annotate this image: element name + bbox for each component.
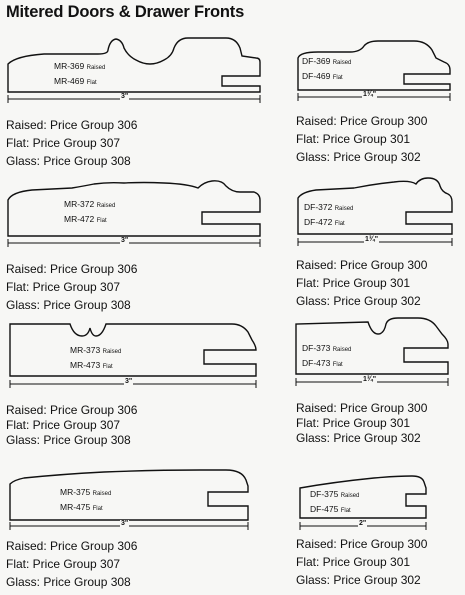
raised-label: Raised xyxy=(102,349,122,355)
raised-label: Raised xyxy=(332,347,352,353)
flat-label: Flat xyxy=(332,75,343,81)
price-list-df-369 xyxy=(296,114,427,165)
profile-mr-369 xyxy=(4,30,266,106)
glass-price: Glass: Price Group 302 xyxy=(296,150,421,164)
glass-price: Glass: Price Group 308 xyxy=(6,575,131,589)
model-raised: MR-373 xyxy=(70,345,101,355)
raised-price: Raised: Price Group 300 xyxy=(296,537,428,551)
flat-label: Flat xyxy=(340,508,351,514)
price-list-mr-375 xyxy=(6,539,137,590)
profile-mr-375 xyxy=(4,466,266,542)
profile-df-369 xyxy=(294,40,460,108)
price-list-df-373 xyxy=(296,401,427,446)
glass-price: Glass: Price Group 302 xyxy=(296,431,421,445)
profile-drawing xyxy=(4,318,266,398)
profile-drawing xyxy=(4,178,266,254)
raised-price: Raised: Price Group 300 xyxy=(296,258,428,272)
model-flat: DF-475 xyxy=(310,504,339,514)
model-raised: DF-369 xyxy=(302,56,331,66)
raised-price: Raised: Price Group 306 xyxy=(6,262,138,276)
model-flat: DF-469 xyxy=(302,71,331,81)
raised-label: Raised xyxy=(340,493,360,499)
glass-price: Glass: Price Group 308 xyxy=(6,433,131,447)
flat-label: Flat xyxy=(102,364,113,370)
glass-price: Glass: Price Group 302 xyxy=(296,294,421,308)
flat-price: Flat: Price Group 307 xyxy=(6,557,121,571)
raised-price: Raised: Price Group 306 xyxy=(6,118,138,132)
model-raised: DF-372 xyxy=(304,202,333,212)
price-list-mr-372 xyxy=(6,262,137,313)
width-dimension: 3" xyxy=(121,520,129,527)
width-dimension: 1¾" xyxy=(363,376,377,383)
model-flat: MR-475 xyxy=(60,502,91,512)
raised-label: Raised xyxy=(334,206,354,212)
price-list-mr-373 xyxy=(6,403,137,448)
model-flat: DF-472 xyxy=(304,217,333,227)
profile-df-375 xyxy=(294,474,460,538)
width-dimension: 1¾" xyxy=(363,91,377,98)
flat-label: Flat xyxy=(332,362,343,368)
profile-mr-372 xyxy=(4,178,266,254)
width-dimension: 3" xyxy=(121,237,129,244)
flat-label: Flat xyxy=(92,506,103,512)
price-list-df-375 xyxy=(296,537,427,588)
raised-label: Raised xyxy=(92,491,112,497)
price-list-mr-369 xyxy=(6,118,137,169)
raised-label: Raised xyxy=(86,65,106,71)
raised-price: Raised: Price Group 306 xyxy=(6,539,138,553)
flat-price: Flat: Price Group 301 xyxy=(296,132,411,146)
model-raised: MR-372 xyxy=(64,199,95,209)
model-flat: MR-472 xyxy=(64,214,95,224)
price-list-df-372 xyxy=(296,258,427,309)
profile-df-373 xyxy=(292,316,460,398)
width-dimension: 2" xyxy=(359,520,367,527)
flat-price: Flat: Price Group 301 xyxy=(296,555,411,569)
flat-price: Flat: Price Group 307 xyxy=(6,280,121,294)
raised-price: Raised: Price Group 300 xyxy=(296,114,428,128)
raised-label: Raised xyxy=(96,203,116,209)
profile-drawing xyxy=(4,466,266,542)
flat-price: Flat: Price Group 307 xyxy=(6,418,121,432)
model-flat: MR-469 xyxy=(54,76,85,86)
model-raised: DF-373 xyxy=(302,343,331,353)
profile-df-372 xyxy=(294,176,460,254)
page-title: Mitered Doors & Drawer Fronts xyxy=(6,3,245,21)
width-dimension: 3" xyxy=(121,93,129,100)
profile-mr-373 xyxy=(4,318,266,398)
model-flat: DF-473 xyxy=(302,358,331,368)
flat-price: Flat: Price Group 301 xyxy=(296,416,411,430)
raised-price: Raised: Price Group 300 xyxy=(296,401,428,415)
model-raised: DF-375 xyxy=(310,489,339,499)
width-dimension: 1¾" xyxy=(365,236,379,243)
raised-price: Raised: Price Group 306 xyxy=(6,403,138,417)
flat-label: Flat xyxy=(334,221,345,227)
glass-price: Glass: Price Group 302 xyxy=(296,573,421,587)
glass-price: Glass: Price Group 308 xyxy=(6,154,131,168)
flat-label: Flat xyxy=(86,80,97,86)
model-raised: MR-375 xyxy=(60,487,91,497)
width-dimension: 3" xyxy=(125,378,133,385)
flat-label: Flat xyxy=(96,218,107,224)
glass-price: Glass: Price Group 308 xyxy=(6,298,131,312)
flat-price: Flat: Price Group 301 xyxy=(296,276,411,290)
profile-drawing xyxy=(4,30,266,106)
model-raised: MR-369 xyxy=(54,61,85,71)
raised-label: Raised xyxy=(332,60,352,66)
flat-price: Flat: Price Group 307 xyxy=(6,136,121,150)
model-flat: MR-473 xyxy=(70,360,101,370)
